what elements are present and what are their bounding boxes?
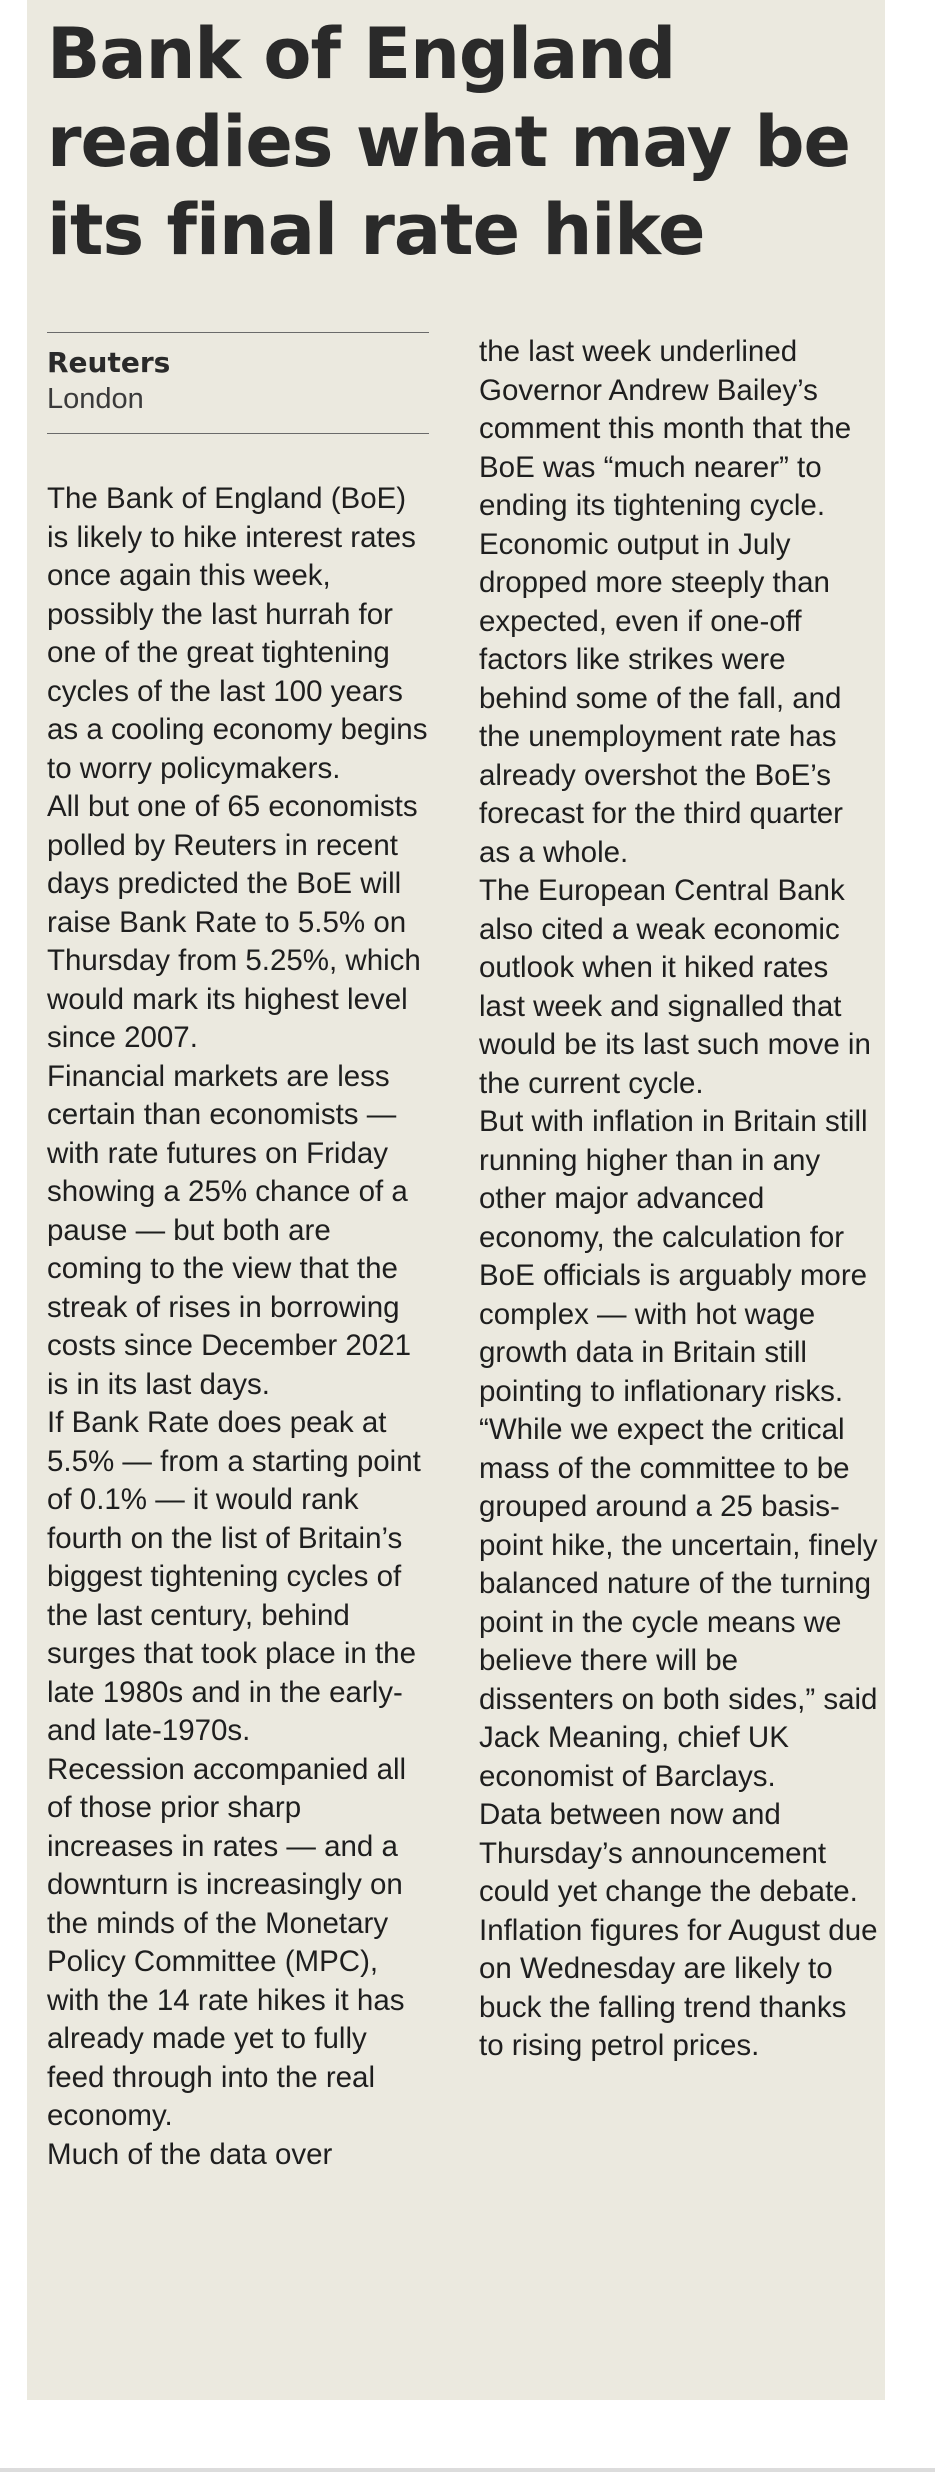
paragraph: Much of the data over [47, 2137, 333, 2171]
byline [47, 332, 429, 434]
paragraph: If Bank Rate does peak at 5.5% — from a starting point of 0.1% — it would rank fourth on the list of Britain’s biggest tightening cycles of the last century, behind surges that took place in the late 1980s and in the early- and late-1970s. [47, 1406, 421, 1747]
article [27, 0, 885, 2400]
paragraph: All but one of 65 economists polled by Reuters in recent days predicted the BoE will raise Bank Rate to 5.5% on Thursday from 5.25%, which would mark its highest level since 2007. [47, 790, 421, 1054]
paragraph: But with inflation in Britain still running higher than in any other major advanced economy, the calculation for BoE officials is arguably more complex — with hot wage growth data in Britain still pointing to inflationary risks. “While we expect the critical mass of the committee to be grouped around a 25 basis-point hike, the uncertain, finely balanced nature of the turning point in the cycle means we believe there will be dissenters on both sides,” said Jack Meaning, chief UK economist of Barclays. [479, 1105, 878, 1793]
paragraph: Financial markets are less certain than economists — with rate futures on Friday showing a 25% chance of a pause — but both are coming to the view that the streak of rises in borrowing costs since December 2021 is in its last days. [47, 1059, 412, 1401]
paragraph: Economic output in July dropped more steeply than expected, even if one-off factors like strikes were behind some of the fall, and the unemployment rate has already overshot the BoE’s forecast for the third quarter as a whole. [479, 527, 844, 869]
paragraph: Inflation figures for August due on Wednesday are likely to buck the falling trend thanks to rising petrol prices. [479, 1913, 878, 2062]
byline-author: Reuters [47, 346, 171, 379]
page-divider [0, 2468, 935, 2472]
paragraph: Recession accompanied all of those prior sharp increases in rates — and a downturn is increasingly on the minds of the Monetary Policy Committee (MPC), with the 14 rate hikes it has already made yet to fully feed through into the real economy. [47, 1752, 407, 2132]
right-column [479, 333, 879, 2066]
paragraph: Data between now and Thursday’s announcement could yet change the debate. [479, 1798, 858, 1908]
paragraph: the last week underlined Governor Andrew Bailey’s comment this month that the BoE was “much nearer” to ending its tightening cycle. [479, 335, 852, 522]
byline-location: London [47, 383, 144, 415]
left-column [47, 332, 429, 2174]
headline: Bank of England readies what may be its final rate hike [47, 13, 851, 271]
paragraph: The European Central Bank also cited a weak economic outlook when it hiked rates last week and signalled that would be its last such move in the current cycle. [479, 874, 871, 1100]
paragraph: The Bank of England (BoE) is likely to hike interest rates once again this week, possibly the last hurrah for one of the great tightening cycles of the last 100 years as a cooling economy begins to worry policymakers. [47, 482, 428, 785]
